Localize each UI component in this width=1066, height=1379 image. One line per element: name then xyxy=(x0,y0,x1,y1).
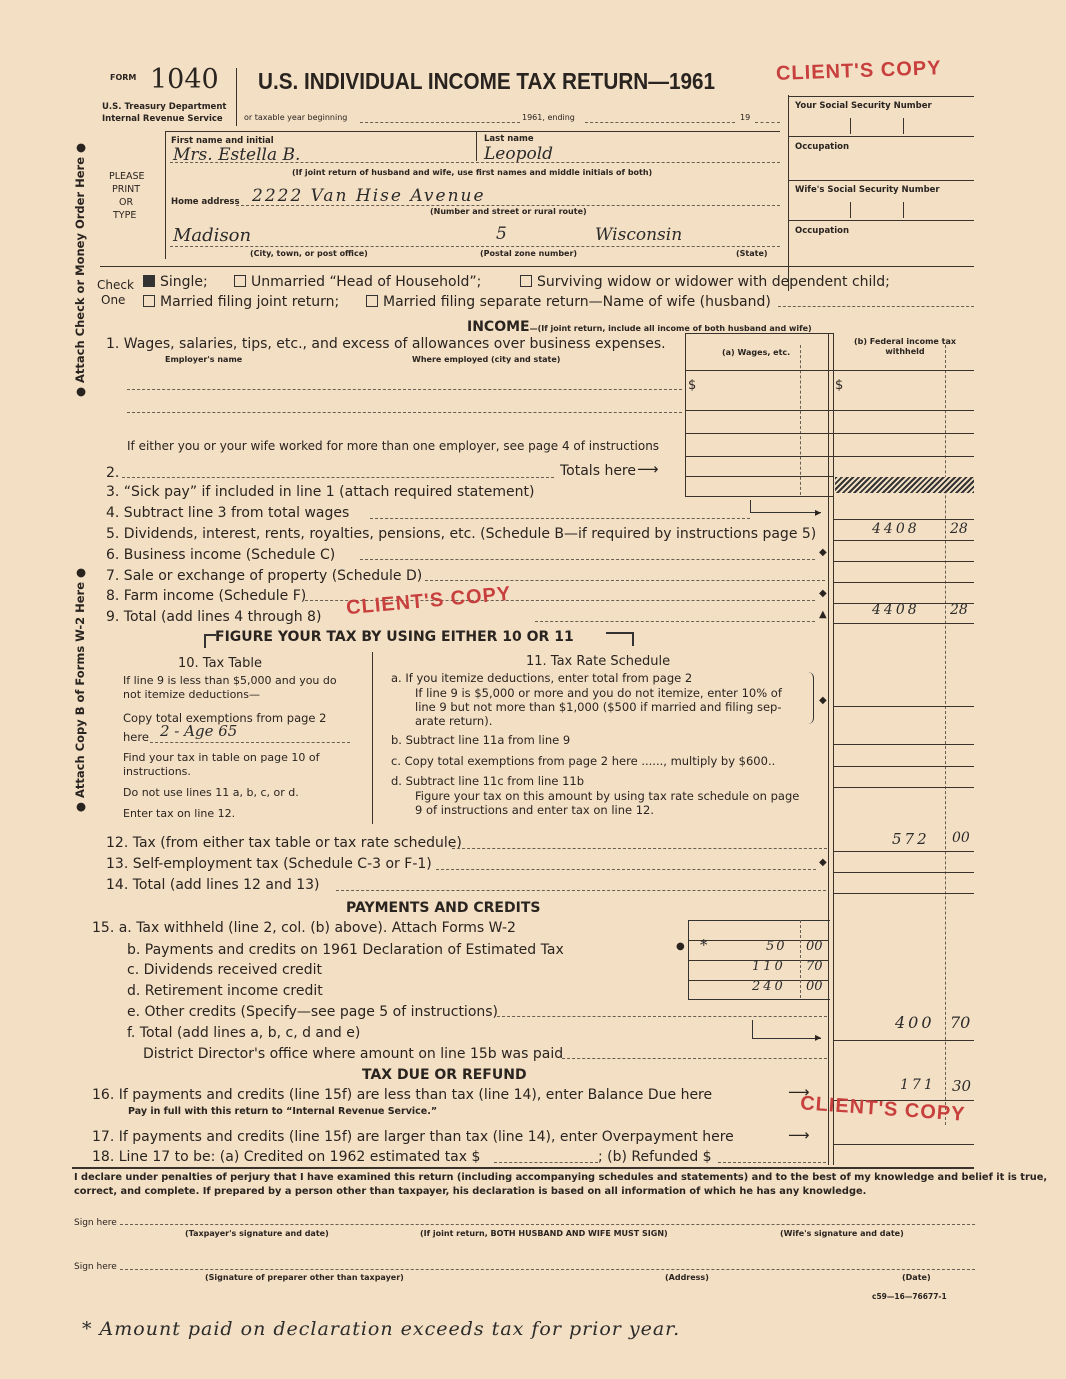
line-2-number: 2. xyxy=(106,465,120,481)
first-name-label: First name and initial xyxy=(171,136,274,146)
rate-line-a2: If line 9 is $5,000 or more and you do not itemize, enter 10% of xyxy=(415,686,782,700)
withheld-dollar-sign: $ xyxy=(835,378,844,393)
side-attach-w2: ● Attach Copy B of Forms W-2 Here ● xyxy=(73,567,87,813)
rate-line-c: c. Copy total exemptions from page 2 here ......, multiply by $600.. xyxy=(391,754,776,768)
line-15f-cents[interactable]: 70 xyxy=(950,1013,971,1032)
line-15e-label: e. Other credits (Specify—see page 5 of instructions) xyxy=(127,1004,499,1020)
joint-checkbox[interactable] xyxy=(143,295,155,307)
form-code: c59—16—76677-1 xyxy=(872,1292,947,1301)
line-2-label: Totals here xyxy=(560,463,636,479)
declaration-line-1: I declare under penalties of perjury that I have examined this return (including accompanying schedules and statements) and to the best of my knowledge and belief it is true, xyxy=(74,1172,1048,1183)
city-label: (City, town, or post office) xyxy=(250,249,368,258)
payments-heading: PAYMENTS AND CREDITS xyxy=(346,900,541,916)
home-address-label: Home address xyxy=(171,197,240,207)
separate-checkbox[interactable] xyxy=(366,295,378,307)
line-15b-asterisk: * xyxy=(700,936,708,954)
line-15b-label: b. Payments and credits on 1961 Declaration of Estimated Tax xyxy=(127,942,564,958)
line-6-label: 6. Business income (Schedule C) xyxy=(106,547,336,563)
line-16-dollars[interactable]: 171 xyxy=(900,1077,936,1093)
line-14-label: 14. Total (add lines 12 and 13) xyxy=(106,877,320,893)
status-single[interactable]: Single; xyxy=(143,274,208,290)
tax-due-heading: TAX DUE OR REFUND xyxy=(362,1067,527,1083)
joint-return-note: (If joint return of husband and wife, use first names and middle initials of both) xyxy=(292,168,653,177)
line-16-label: 16. If payments and credits (line 15f) are less than tax (line 14), enter Balance Due here xyxy=(92,1087,713,1103)
status-joint[interactable]: Married filing joint return; xyxy=(143,294,339,310)
one-label: One xyxy=(101,293,126,307)
tax-table-heading: 10. Tax Table xyxy=(178,656,263,671)
home-address-value[interactable]: 2222 Van Hise Avenue xyxy=(252,186,486,206)
handwritten-footnote: * Amount paid on declaration exceeds tax for prior year. xyxy=(82,1318,681,1340)
taxpayer-signature-label: (Taxpayer's signature and date) xyxy=(185,1229,329,1238)
occupation-label: Occupation xyxy=(795,142,850,152)
tax-table-text-c: Copy total exemptions from page 2 xyxy=(123,711,327,725)
type-label: TYPE xyxy=(113,210,137,221)
line-15b-cents[interactable]: 00 xyxy=(806,939,823,954)
income-heading: INCOME—(If joint return, include all income of both husband and wife) xyxy=(467,319,812,335)
line-15c-dollars[interactable]: 110 xyxy=(752,959,786,974)
pay-in-full-note: Pay in full with this return to “Internal Revenue Service.” xyxy=(128,1106,438,1117)
tax-table-text-d: here xyxy=(123,730,149,744)
rate-line-d: d. Subtract line 11c from line 11b xyxy=(391,774,585,788)
sign-here-1: Sign here xyxy=(74,1218,117,1228)
zone-label: (Postal zone number) xyxy=(480,249,578,258)
tax-table-text-b: not itemize deductions— xyxy=(123,688,261,701)
line-18-refunded-label: ; (b) Refunded $ xyxy=(598,1149,712,1165)
side-attach-check: ● Attach Check or Money Order Here ● xyxy=(73,142,87,398)
line-4-label: 4. Subtract line 3 from total wages xyxy=(106,505,350,521)
line-3-label: 3. “Sick pay” if included in line 1 (attach required statement) xyxy=(106,484,535,500)
figure-tax-heading: FIGURE YOUR TAX BY USING EITHER 10 OR 11 xyxy=(215,629,574,645)
rate-line-a3: line 9 but not more than $1,000 ($500 if married and filing sep- xyxy=(415,700,782,714)
rate-line-d2: Figure your tax on this amount by using tax rate schedule on page xyxy=(415,789,800,803)
client-copy-stamp-top: CLIENT'S COPY xyxy=(775,57,942,85)
line-5-cents[interactable]: 28 xyxy=(950,521,968,537)
line-15c-cents[interactable]: 70 xyxy=(806,959,823,974)
address-label: (Address) xyxy=(665,1273,709,1282)
dept-line-2: Internal Revenue Service xyxy=(102,114,223,124)
date-label: (Date) xyxy=(902,1273,931,1282)
form-label: FORM xyxy=(110,73,137,82)
zone-value[interactable]: 5 xyxy=(496,224,507,244)
rate-line-a4: arate return). xyxy=(415,714,493,728)
line-15b-dollars[interactable]: 50 xyxy=(766,939,787,954)
tax-rate-heading: 11. Tax Rate Schedule xyxy=(526,654,671,669)
ssn-label: Your Social Security Number xyxy=(795,101,932,111)
client-copy-stamp-middle: CLIENT'S COPY xyxy=(345,582,513,620)
tax-table-text-g: Do not use lines 11 a, b, c, or d. xyxy=(123,786,299,799)
street-note: (Number and street or rural route) xyxy=(430,207,587,216)
col-a-header: (a) Wages, etc. xyxy=(722,348,791,357)
wages-dollar-sign: $ xyxy=(688,378,697,393)
wife-ssn-label: Wife's Social Security Number xyxy=(795,185,940,195)
state-value[interactable]: Wisconsin xyxy=(595,225,683,245)
line-12-cents[interactable]: 00 xyxy=(952,830,970,846)
line-15f-arrow xyxy=(752,1020,821,1039)
form-number: 1040 xyxy=(150,64,219,95)
line-8-label: 8. Farm income (Schedule F) xyxy=(106,588,307,604)
line-9-dollars[interactable]: 4408 xyxy=(872,602,920,618)
tax-table-text-h: Enter tax on line 12. xyxy=(123,807,236,820)
preparer-signature-label: (Signature of preparer other than taxpayer) xyxy=(205,1273,404,1282)
line-15a-label: 15. a. Tax withheld (line 2, col. (b) above). Attach Forms W-2 xyxy=(92,920,516,936)
line-1-label: 1. Wages, salaries, tips, etc., and excess of allowances over business expenses. xyxy=(106,336,666,352)
status-head-household[interactable]: Unmarried “Head of Household”; xyxy=(234,274,481,290)
line-15d-dollars[interactable]: 240 xyxy=(752,979,786,994)
rate-line-d3: 9 of instructions and enter tax on line 12. xyxy=(415,803,655,817)
please-label: PLEASE xyxy=(109,171,145,182)
where-employed-header: Where employed (city and state) xyxy=(412,355,561,364)
sign-here-2: Sign here xyxy=(74,1262,117,1272)
line-15f-label: f. Total (add lines a, b, c, d and e) xyxy=(127,1025,361,1041)
line-15f-dollars[interactable]: 400 xyxy=(895,1013,935,1032)
col-b-header: (b) Federal income tax withheld xyxy=(853,337,957,356)
line-12-dollars[interactable]: 572 xyxy=(892,830,930,848)
print-label: PRINT xyxy=(112,184,141,195)
single-checkbox[interactable] xyxy=(143,275,155,287)
line-4-arrow xyxy=(750,500,821,513)
status-widow[interactable]: Surviving widow or widower with dependent child; xyxy=(520,274,890,290)
line-18-label: 18. Line 17 to be: (a) Credited on 1962 estimated tax $ xyxy=(92,1149,481,1165)
state-label: (State) xyxy=(736,249,768,258)
status-separate[interactable]: Married filing separate return—Name of wife (husband) xyxy=(366,294,771,310)
employer-name-header: Employer's name xyxy=(165,355,243,364)
head-household-checkbox[interactable] xyxy=(234,275,246,287)
year-1961-label: 1961, ending xyxy=(522,113,575,122)
last-name-value[interactable]: Leopold xyxy=(484,144,554,164)
line-16-cents[interactable]: 30 xyxy=(952,1077,972,1095)
more-employers-note: If either you or your wife worked for more than one employer, see page 4 of instructions xyxy=(127,439,660,453)
tax-table-text-f: instructions. xyxy=(123,765,191,778)
line-15d-label: d. Retirement income credit xyxy=(127,983,323,999)
line-5-label: 5. Dividends, interest, rents, royalties, pensions, etc. (Schedule B—if required by instructions page 5) xyxy=(106,526,817,542)
line-9-label: 9. Total (add lines 4 through 8) xyxy=(106,609,322,625)
line-9-cents[interactable]: 28 xyxy=(950,602,968,618)
rate-line-b: b. Subtract line 11a from line 9 xyxy=(391,733,571,747)
rate-line-a: a. If you itemize deductions, enter total from page 2 xyxy=(391,671,693,685)
year-19-label: 19 xyxy=(740,113,751,122)
line-2-arrow: ⟶ xyxy=(637,460,659,478)
check-label: Check xyxy=(97,278,134,292)
client-copy-stamp-right: CLIENT'S COPY xyxy=(799,1092,967,1126)
first-name-value[interactable]: Mrs. Estella B. xyxy=(173,145,301,165)
line-7-label: 7. Sale or exchange of property (Schedule D) xyxy=(106,568,423,584)
tax-table-text-a: If line 9 is less than $5,000 and you do xyxy=(123,674,337,687)
city-value[interactable]: Madison xyxy=(173,225,252,246)
exemptions-handwritten[interactable]: 2 - Age 65 xyxy=(160,722,238,740)
line-15c-label: c. Dividends received credit xyxy=(127,962,322,978)
or-label: OR xyxy=(119,197,134,208)
dept-line-1: U.S. Treasury Department xyxy=(102,102,227,112)
line-3-shaded-box xyxy=(835,477,974,493)
tax-table-text-e: Find your tax in table on page 10 of xyxy=(123,751,320,764)
wife-occupation-label: Occupation xyxy=(795,226,850,236)
line-17-label: 17. If payments and credits (line 15f) are larger than tax (line 14), enter Overpayment here xyxy=(92,1129,734,1145)
line-13-label: 13. Self-employment tax (Schedule C-3 or F-1) xyxy=(106,856,432,872)
last-name-label: Last name xyxy=(484,134,534,144)
widow-checkbox[interactable] xyxy=(520,275,532,287)
form-title: U.S. INDIVIDUAL INCOME TAX RETURN—1961 xyxy=(258,68,716,94)
taxable-year-label: or taxable year beginning xyxy=(244,113,348,122)
joint-sign-note: (If joint return, BOTH HUSBAND AND WIFE MUST SIGN) xyxy=(420,1229,668,1238)
declaration-line-2: correct, and complete. If prepared by a person other than taxpayer, his declaration is based on all information of which he has any knowledge. xyxy=(74,1186,867,1197)
wife-signature-label: (Wife's signature and date) xyxy=(780,1229,904,1238)
line-12-label: 12. Tax (from either tax table or tax rate schedule) xyxy=(106,835,462,851)
line-15d-cents[interactable]: 00 xyxy=(806,979,823,994)
district-office-label: District Director's office where amount on line 15b was paid xyxy=(143,1046,564,1062)
line-5-dollars[interactable]: 4408 xyxy=(872,521,920,537)
